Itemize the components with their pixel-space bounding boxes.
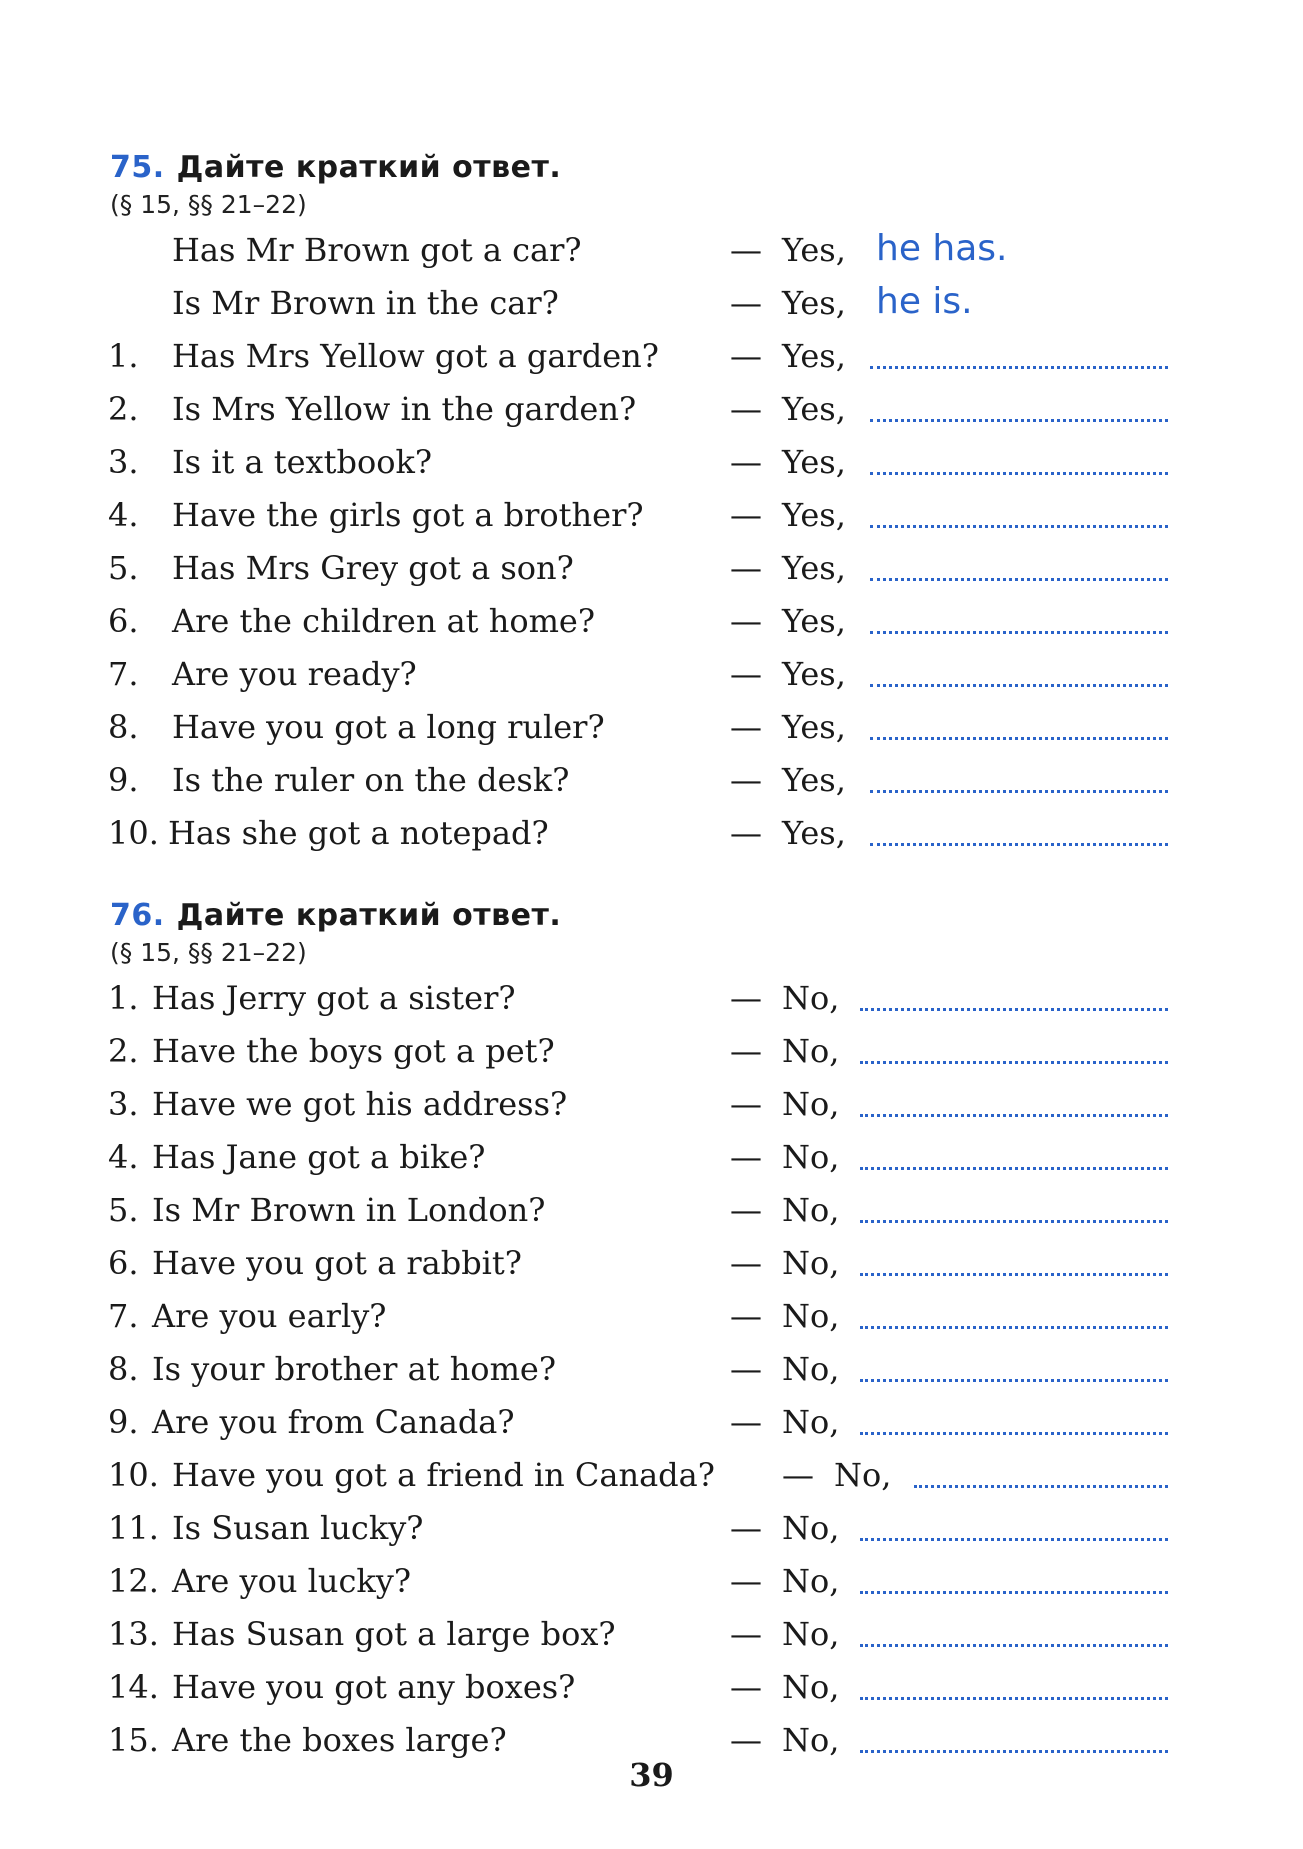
- question-text: Are you from Canada?: [152, 1403, 515, 1441]
- answer-lead: No,: [782, 1244, 840, 1282]
- question-text: Has she got a notepad?: [168, 814, 549, 852]
- question-text: Has Mrs Yellow got a garden?: [172, 337, 659, 375]
- exercise-item: [0, 436, 1303, 489]
- answer-lead: No,: [782, 1138, 840, 1176]
- question-text: Are you ready?: [172, 655, 417, 693]
- exercise-item: [0, 1078, 1303, 1131]
- answer-blank: [870, 684, 1168, 687]
- answer-lead: No,: [782, 1403, 840, 1441]
- exercise-item: [0, 595, 1303, 648]
- question-text: Are you early?: [152, 1297, 387, 1335]
- question-text: Have you got any boxes?: [172, 1668, 576, 1706]
- question-text: Has Mrs Grey got a son?: [172, 549, 574, 587]
- exercise-instruction: Дайте краткий ответ.: [176, 150, 562, 185]
- dash-mark: —: [730, 602, 762, 640]
- item-number: 6.: [108, 1244, 139, 1282]
- question-text: Is your brother at home?: [152, 1350, 556, 1388]
- exercise-item: [0, 648, 1303, 701]
- item-number: 3.: [108, 1085, 139, 1123]
- exercise-item: [0, 807, 1303, 860]
- item-number: 5.: [108, 549, 139, 587]
- question-text: Has Jane got a bike?: [152, 1138, 486, 1176]
- item-number: 3.: [108, 443, 139, 481]
- question-text: Have the boys got a pet?: [152, 1032, 555, 1070]
- answer-blank: [860, 1591, 1168, 1594]
- item-number: 8.: [108, 1350, 139, 1388]
- dash-mark: —: [730, 443, 762, 481]
- answer-lead: Yes,: [782, 655, 846, 693]
- answer-lead: No,: [782, 1032, 840, 1070]
- answer-lead: Yes,: [782, 337, 846, 375]
- answer-blank: [860, 1220, 1168, 1223]
- answer-lead: No,: [782, 1191, 840, 1229]
- answer-blank: [870, 525, 1168, 528]
- item-number: 4.: [108, 496, 139, 534]
- question-text: Are the boxes large?: [172, 1721, 507, 1759]
- answer-lead: No,: [782, 1615, 840, 1653]
- exercise-instruction: Дайте краткий ответ.: [176, 898, 562, 933]
- exercise-75-references: (§ 15, §§ 21–22): [110, 190, 307, 219]
- answer-blank: [870, 631, 1168, 634]
- dash-mark: —: [730, 814, 762, 852]
- exercise-item: [0, 1025, 1303, 1078]
- answer-blank: [870, 737, 1168, 740]
- item-number: 10.: [108, 814, 159, 852]
- item-number: 8.: [108, 708, 139, 746]
- answer-lead: Yes,: [782, 761, 846, 799]
- example-row: [0, 224, 1303, 277]
- dash-mark: —: [782, 1456, 814, 1494]
- dash-mark: —: [730, 1085, 762, 1123]
- exercise-item: [0, 1237, 1303, 1290]
- answer-lead: No,: [782, 979, 840, 1017]
- item-number: 14.: [108, 1668, 159, 1706]
- answer-blank: [860, 1432, 1168, 1435]
- answer-blank: [870, 843, 1168, 846]
- item-number: 7.: [108, 1297, 139, 1335]
- dash-mark: —: [730, 1138, 762, 1176]
- dash-mark: —: [730, 708, 762, 746]
- exercise-item: [0, 1290, 1303, 1343]
- answer-blank: [870, 578, 1168, 581]
- exercise-item: [0, 1184, 1303, 1237]
- question-text: Has Mr Brown got a car?: [172, 231, 582, 269]
- dash-mark: —: [730, 761, 762, 799]
- exercise-number: 76.: [110, 898, 165, 933]
- item-number: 12.: [108, 1562, 159, 1600]
- item-number: 7.: [108, 655, 139, 693]
- exercise-item: [0, 701, 1303, 754]
- answer-lead: Yes,: [782, 602, 846, 640]
- dash-mark: —: [730, 1350, 762, 1388]
- answer-lead: No,: [782, 1085, 840, 1123]
- answer-blank: [860, 1326, 1168, 1329]
- answer-lead: No,: [782, 1562, 840, 1600]
- example-row: [0, 277, 1303, 330]
- answer-lead: No,: [782, 1350, 840, 1388]
- exercise-item: [0, 1661, 1303, 1714]
- exercise-item: [0, 1396, 1303, 1449]
- exercise-76-heading: [110, 898, 561, 934]
- dash-mark: —: [730, 1562, 762, 1600]
- question-text: Have we got his address?: [152, 1085, 568, 1123]
- exercise-item: [0, 1343, 1303, 1396]
- question-text: Is Susan lucky?: [172, 1509, 424, 1547]
- example-answer: he is.: [876, 281, 973, 322]
- answer-blank: [914, 1485, 1168, 1488]
- answer-lead: No,: [782, 1721, 840, 1759]
- exercise-item: [0, 1555, 1303, 1608]
- item-number: 1.: [108, 979, 139, 1017]
- exercise-item: [0, 972, 1303, 1025]
- answer-lead: No,: [782, 1509, 840, 1547]
- question-text: Is Mrs Yellow in the garden?: [172, 390, 637, 428]
- question-text: Have the girls got a brother?: [172, 496, 644, 534]
- item-number: 9.: [108, 1403, 139, 1441]
- exercise-item: [0, 489, 1303, 542]
- answer-lead: Yes,: [782, 284, 846, 322]
- dash-mark: —: [730, 284, 762, 322]
- question-text: Is it a textbook?: [172, 443, 433, 481]
- dash-mark: —: [730, 496, 762, 534]
- item-number: 15.: [108, 1721, 159, 1759]
- page-number: 39: [629, 1756, 674, 1794]
- answer-blank: [860, 1644, 1168, 1647]
- answer-blank: [860, 1697, 1168, 1700]
- answer-lead: Yes,: [782, 390, 846, 428]
- dash-mark: —: [730, 337, 762, 375]
- item-number: 10.: [108, 1456, 159, 1494]
- answer-blank: [860, 1538, 1168, 1541]
- item-number: 1.: [108, 337, 139, 375]
- dash-mark: —: [730, 1509, 762, 1547]
- answer-blank: [860, 1379, 1168, 1382]
- question-text: Have you got a rabbit?: [152, 1244, 522, 1282]
- answer-blank: [870, 790, 1168, 793]
- exercise-item: [0, 1608, 1303, 1661]
- dash-mark: —: [730, 1297, 762, 1335]
- question-text: Is Mr Brown in the car?: [172, 284, 559, 322]
- answer-blank: [860, 1273, 1168, 1276]
- item-number: 11.: [108, 1509, 159, 1547]
- question-text: Have you got a long ruler?: [172, 708, 605, 746]
- dash-mark: —: [730, 1403, 762, 1441]
- item-number: 9.: [108, 761, 139, 799]
- question-text: Are you lucky?: [172, 1562, 412, 1600]
- answer-blank: [860, 1008, 1168, 1011]
- dash-mark: —: [730, 1615, 762, 1653]
- item-number: 13.: [108, 1615, 159, 1653]
- dash-mark: —: [730, 1191, 762, 1229]
- exercise-item: [0, 383, 1303, 436]
- exercise-76-references: (§ 15, §§ 21–22): [110, 938, 307, 967]
- example-answer: he has.: [876, 228, 1008, 269]
- answer-lead: No,: [782, 1297, 840, 1335]
- dash-mark: —: [730, 1032, 762, 1070]
- dash-mark: —: [730, 655, 762, 693]
- answer-lead: Yes,: [782, 549, 846, 587]
- exercise-item: [0, 542, 1303, 595]
- exercise-75-heading: [110, 150, 561, 186]
- answer-lead: No,: [782, 1668, 840, 1706]
- answer-blank: [860, 1061, 1168, 1064]
- answer-lead: Yes,: [782, 708, 846, 746]
- exercise-item: [0, 1502, 1303, 1555]
- answer-lead: Yes,: [782, 443, 846, 481]
- item-number: 2.: [108, 1032, 139, 1070]
- question-text: Is Mr Brown in London?: [152, 1191, 546, 1229]
- answer-lead: Yes,: [782, 814, 846, 852]
- dash-mark: —: [730, 549, 762, 587]
- exercise-item: [0, 1131, 1303, 1184]
- answer-blank: [860, 1167, 1168, 1170]
- dash-mark: —: [730, 390, 762, 428]
- exercise-number: 75.: [110, 150, 165, 185]
- question-text: Have you got a friend in Canada?: [172, 1456, 715, 1494]
- question-text: Is the ruler on the desk?: [172, 761, 570, 799]
- question-text: Are the children at home?: [172, 602, 596, 640]
- answer-blank: [860, 1114, 1168, 1117]
- exercise-item: [0, 330, 1303, 383]
- answer-lead: No,: [834, 1456, 892, 1494]
- dash-mark: —: [730, 1668, 762, 1706]
- question-text: Has Jerry got a sister?: [152, 979, 516, 1017]
- dash-mark: —: [730, 979, 762, 1017]
- dash-mark: —: [730, 1721, 762, 1759]
- exercise-item: [0, 754, 1303, 807]
- answer-blank: [870, 472, 1168, 475]
- item-number: 4.: [108, 1138, 139, 1176]
- answer-lead: Yes,: [782, 496, 846, 534]
- question-text: Has Susan got a large box?: [172, 1615, 616, 1653]
- item-number: 5.: [108, 1191, 139, 1229]
- item-number: 2.: [108, 390, 139, 428]
- answer-blank: [870, 419, 1168, 422]
- item-number: 6.: [108, 602, 139, 640]
- answer-blank: [870, 366, 1168, 369]
- answer-lead: Yes,: [782, 231, 846, 269]
- dash-mark: —: [730, 1244, 762, 1282]
- answer-blank: [860, 1750, 1168, 1753]
- dash-mark: —: [730, 231, 762, 269]
- exercise-item: [0, 1449, 1303, 1502]
